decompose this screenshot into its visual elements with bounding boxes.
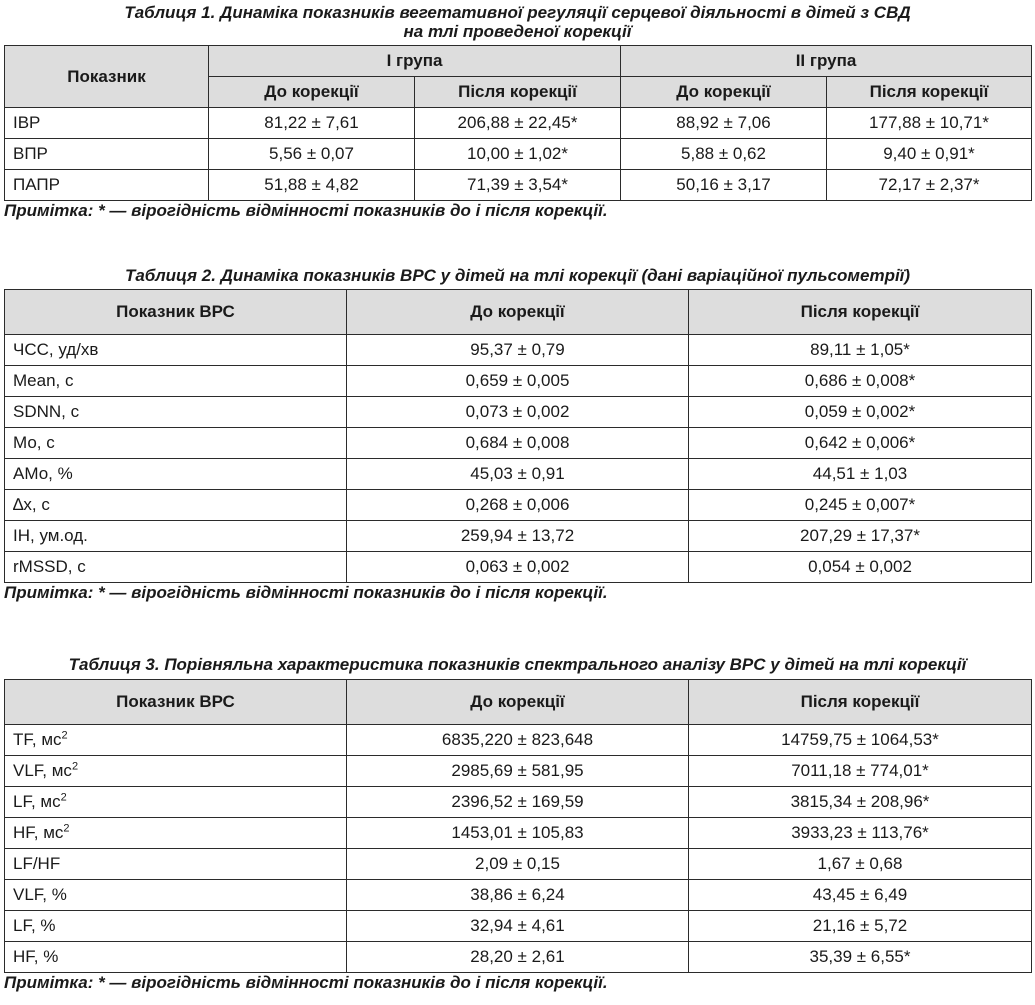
row-label-text: VLF, % (13, 885, 67, 904)
cell-g1-after: 206,88 ± 22,45* (415, 108, 621, 139)
cell-after: 3933,23 ± 113,76* (689, 818, 1032, 849)
cell-after: 0,054 ± 0,002 (689, 552, 1032, 583)
row-label-text: LF/HF (13, 854, 61, 873)
table3-header-indicator: Показник ВРС (5, 680, 347, 725)
row-label: ∆x, с (5, 490, 347, 521)
table1-caption-line1: Таблиця 1. Динаміка показників вегетативної регуляції серцевої діяльності в дітей з СВД (124, 3, 911, 22)
table3-header-before: До корекції (347, 680, 689, 725)
cell-after: 21,16 ± 5,72 (689, 911, 1032, 942)
table-row (5, 366, 1032, 397)
cell-before: 0,659 ± 0,005 (347, 366, 689, 397)
cell-before: 0,684 ± 0,008 (347, 428, 689, 459)
row-label: Мо, с (5, 428, 347, 459)
row-label-sup: 2 (60, 791, 67, 804)
cell-before: 2985,69 ± 581,95 (347, 756, 689, 787)
table1 (4, 45, 1032, 201)
row-label: Mean, с (5, 366, 347, 397)
cell-g1-before: 5,56 ± 0,07 (209, 139, 415, 170)
cell-before: 95,37 ± 0,79 (347, 335, 689, 366)
cell-g1-before: 51,88 ± 4,82 (209, 170, 415, 201)
cell-g1-after: 10,00 ± 1,02* (415, 139, 621, 170)
table2-header-after: Після корекції (689, 290, 1032, 335)
cell-g2-before: 50,16 ± 3,17 (621, 170, 827, 201)
cell-before: 32,94 ± 4,61 (347, 911, 689, 942)
row-label-text: HF, % (13, 947, 59, 966)
table-row (5, 552, 1032, 583)
table-row (5, 818, 1032, 849)
cell-before: 1453,01 ± 105,83 (347, 818, 689, 849)
cell-after: 14759,75 ± 1064,53* (689, 725, 1032, 756)
table1-header-g1-after: Після корекції (415, 77, 621, 108)
cell-after: 7011,18 ± 774,01* (689, 756, 1032, 787)
row-label-text: TF, мс (13, 730, 62, 749)
row-label: ВПР (5, 139, 209, 170)
row-label: ІВР (5, 108, 209, 139)
cell-g2-before: 5,88 ± 0,62 (621, 139, 827, 170)
cell-before: 2,09 ± 0,15 (347, 849, 689, 880)
cell-g2-before: 88,92 ± 7,06 (621, 108, 827, 139)
row-label (5, 725, 347, 756)
row-label: ІН, ум.од. (5, 521, 347, 552)
cell-after: 43,45 ± 6,49 (689, 880, 1032, 911)
row-label (5, 787, 347, 818)
table1-header-group2: ІІ група (621, 46, 1032, 77)
cell-g1-before: 81,22 ± 7,61 (209, 108, 415, 139)
cell-after: 0,245 ± 0,007* (689, 490, 1032, 521)
table3-note: Примітка: * — вірогідність відмінності показників до і після корекції. (4, 973, 608, 992)
row-label: ЧСС, уд/хв (5, 335, 347, 366)
table-row (5, 108, 1032, 139)
row-label: SDNN, с (5, 397, 347, 428)
row-label-sup: 2 (71, 760, 79, 773)
table-row (5, 397, 1032, 428)
table1-header-g1-before: До корекції (209, 77, 415, 108)
table-row (5, 335, 1032, 366)
row-label-text: LF, % (13, 916, 56, 935)
table2-caption: Таблиця 2. Динаміка показників ВРС у дітей на тлі корекції (дані варіаційної пульсометрії) (124, 266, 911, 285)
cell-after: 0,059 ± 0,002* (689, 397, 1032, 428)
table-row (5, 849, 1032, 880)
cell-before: 2396,52 ± 169,59 (347, 787, 689, 818)
cell-after: 35,39 ± 6,55* (689, 942, 1032, 973)
row-label-text: VLF, мс (13, 761, 72, 780)
row-label (5, 942, 347, 973)
cell-before: 259,94 ± 13,72 (347, 521, 689, 552)
row-label: rMSSD, с (5, 552, 347, 583)
table1-caption (0, 3, 1035, 41)
table-row (5, 880, 1032, 911)
row-label (5, 849, 347, 880)
table-row (5, 170, 1032, 201)
cell-before: 6835,220 ± 823,648 (347, 725, 689, 756)
row-label-text: HF, мс (13, 823, 64, 842)
table-row (5, 756, 1032, 787)
table-row (5, 725, 1032, 756)
cell-before: 0,073 ± 0,002 (347, 397, 689, 428)
table-row (5, 459, 1032, 490)
cell-after: 89,11 ± 1,05* (689, 335, 1032, 366)
table1-header-group1: І група (209, 46, 621, 77)
table1-note: Примітка: * — вірогідність відмінності показників до і після корекції. (4, 201, 608, 220)
table2-section (0, 266, 1035, 603)
cell-before: 0,268 ± 0,006 (347, 490, 689, 521)
cell-after: 44,51 ± 1,03 (689, 459, 1032, 490)
cell-before: 0,063 ± 0,002 (347, 552, 689, 583)
cell-g2-after: 72,17 ± 2,37* (827, 170, 1032, 201)
row-label: АМо, % (5, 459, 347, 490)
table2-header-indicator: Показник ВРС (5, 290, 347, 335)
row-label-sup: 2 (63, 822, 70, 835)
cell-before: 28,20 ± 2,61 (347, 942, 689, 973)
cell-after: 0,642 ± 0,006* (689, 428, 1032, 459)
table-row (5, 942, 1032, 973)
cell-g2-after: 9,40 ± 0,91* (827, 139, 1032, 170)
table-row (5, 428, 1032, 459)
row-label (5, 880, 347, 911)
table1-caption-line2: на тлі проведеної корекції (403, 22, 632, 41)
table3-section (0, 655, 1035, 993)
table2-note: Примітка: * — вірогідність відмінності показників до і після корекції. (4, 583, 608, 602)
cell-g2-after: 177,88 ± 10,71* (827, 108, 1032, 139)
row-label-text: LF, мс (13, 792, 61, 811)
table3 (4, 679, 1032, 973)
table2-header-before: До корекції (347, 290, 689, 335)
cell-before: 45,03 ± 0,91 (347, 459, 689, 490)
table1-header-g2-after: Після корекції (827, 77, 1032, 108)
table2 (4, 289, 1032, 583)
table-row (5, 139, 1032, 170)
cell-after: 207,29 ± 17,37* (689, 521, 1032, 552)
table-row (5, 911, 1032, 942)
cell-g1-after: 71,39 ± 3,54* (415, 170, 621, 201)
table-row (5, 787, 1032, 818)
cell-after: 3815,34 ± 208,96* (689, 787, 1032, 818)
row-label: ПАПР (5, 170, 209, 201)
cell-after: 0,686 ± 0,008* (689, 366, 1032, 397)
row-label (5, 818, 347, 849)
cell-before: 38,86 ± 6,24 (347, 880, 689, 911)
row-label (5, 756, 347, 787)
table1-section (0, 3, 1035, 221)
table3-header-after: Після корекції (689, 680, 1032, 725)
table1-header-g2-before: До корекції (621, 77, 827, 108)
table1-header-indicator: Показник (5, 46, 209, 108)
row-label-sup: 2 (61, 729, 68, 742)
row-label (5, 911, 347, 942)
table-row (5, 521, 1032, 552)
table3-caption: Таблиця 3. Порівняльна характеристика показників спектрального аналізу ВРС у дітей на тлі корекції (68, 655, 967, 674)
table-row (5, 490, 1032, 521)
cell-after: 1,67 ± 0,68 (689, 849, 1032, 880)
